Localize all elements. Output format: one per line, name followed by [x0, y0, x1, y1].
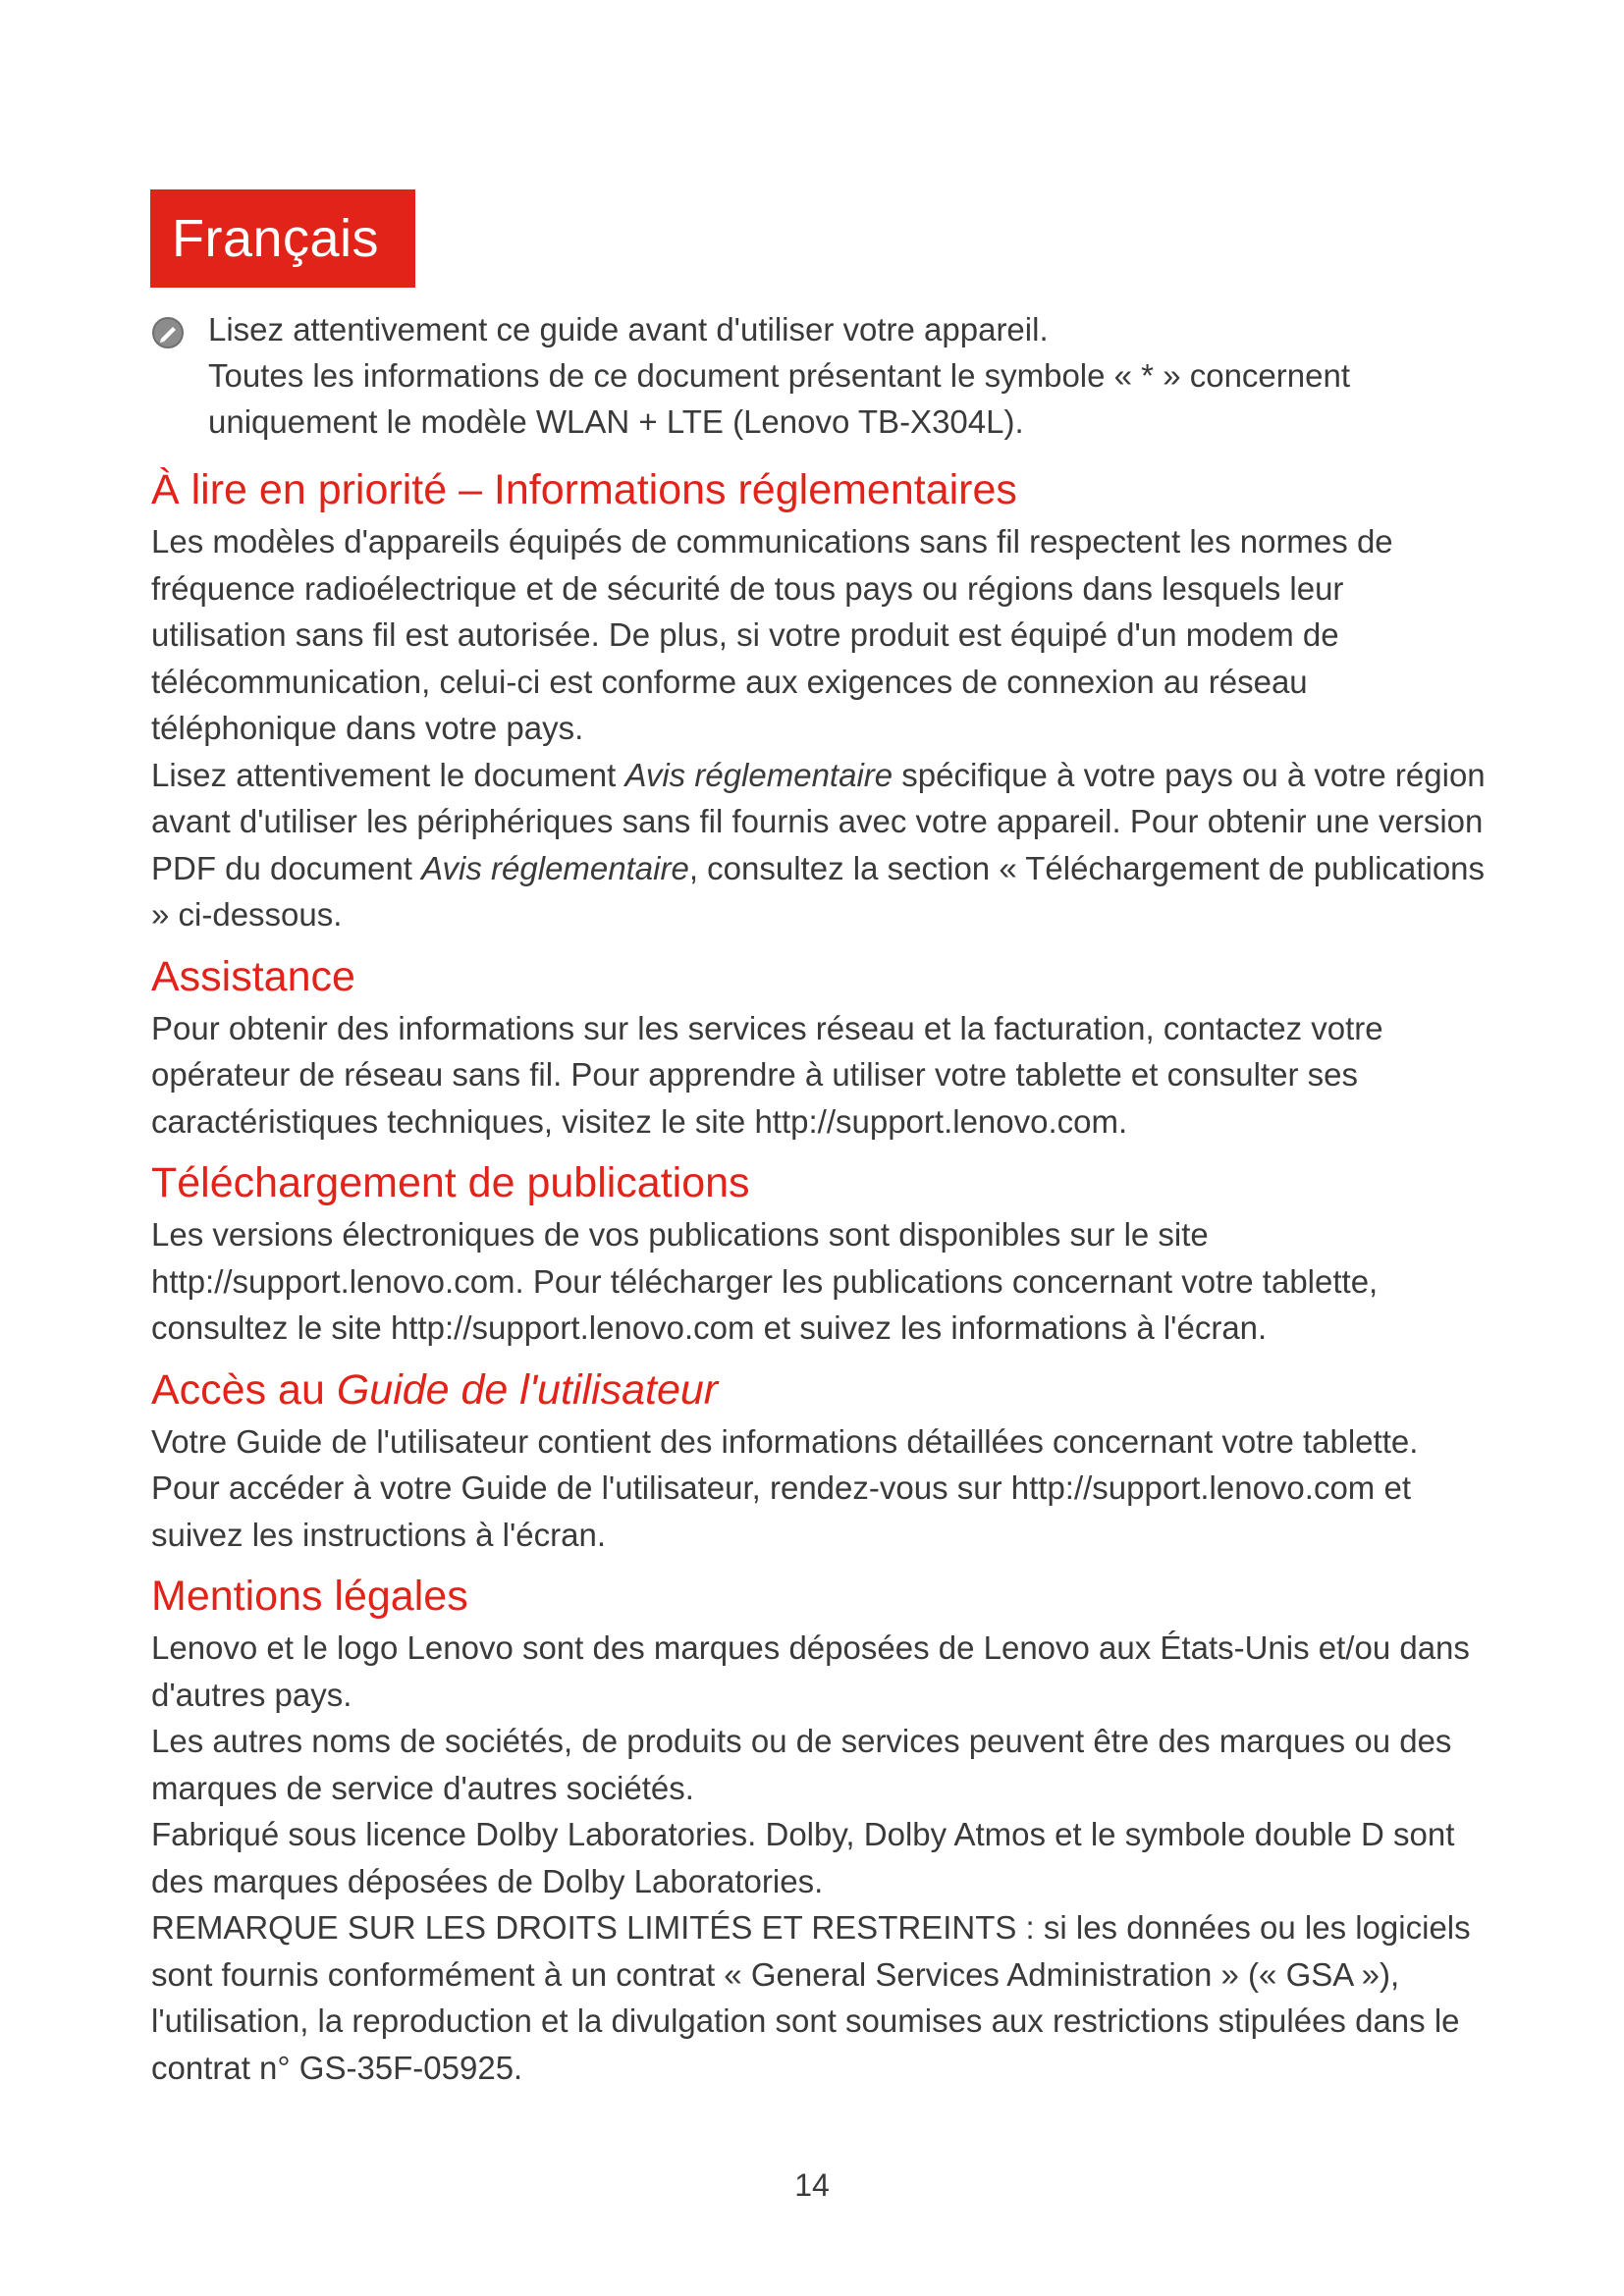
section-title-support: Assistance [151, 952, 355, 1000]
main-content [151, 461, 1487, 2101]
page-number: 14 [794, 2167, 830, 2203]
regulatory-paragraph-2 [151, 752, 1487, 938]
section-regulatory [151, 461, 1487, 938]
section-support [151, 948, 1487, 1146]
regulatory-p2-doc-name-1: Avis réglementaire [624, 756, 893, 793]
user-guide-paragraph: Votre Guide de l'utilisateur contient des informations détaillées concernant votre tablette. Pour accéder à votre Guide de l'utilisateur, rendez-vous sur http://support.lenovo.com et suivez les instructions à l'écran. [151, 1422, 1419, 1553]
section-user-guide [151, 1362, 1487, 1559]
user-guide-title-emphasis: Guide de l'utilisateur [336, 1365, 719, 1414]
regulatory-p2-doc-name-2: Avis réglementaire [421, 849, 689, 886]
legal-paragraph-4: REMARQUE SUR LES DROITS LIMITÉS ET RESTREINTS : si les données ou les logiciels sont fournis conformément à un contrat « General Services Administration » (« GSA »), l'utilisation, la reproduction et la divulgation sont soumises aux restrictions stipulées dans le contrat n° GS-35F-05925. [151, 1909, 1471, 2086]
note-icon [151, 316, 185, 349]
legal-paragraph-3: Fabriqué sous licence Dolby Laboratories. Dolby, Dolby Atmos et le symbole double D sont des marques déposées de Dolby Laboratories. [151, 1816, 1455, 1899]
note-line-3: uniquement le modèle WLAN + LTE (Lenovo TB-X304L). [208, 403, 1024, 440]
section-title-user-guide [151, 1362, 1487, 1418]
legal-paragraph-1: Lenovo et le logo Lenovo sont des marques déposées de Lenovo aux États-Unis et/ou dans d'autres pays. [151, 1629, 1470, 1713]
note-text [208, 306, 1467, 445]
regulatory-p2-part-a: Lisez attentivement le document [151, 756, 625, 793]
regulatory-p2-part-b: spécifique à votre pays ou à votre région avant d'utiliser les périphériques sans fil fournis avec votre appareil. Pour obtenir une version PDF du document [151, 756, 1486, 886]
legal-paragraph-2: Les autres noms de sociétés, de produits ou de services peuvent être des marques ou des marques de service d'autres sociétés. [151, 1723, 1452, 1806]
note-line-2: Toutes les informations de ce document présentant le symbole « * » concernent [208, 357, 1350, 394]
regulatory-p2-part-c: , consultez la section « Téléchargement de publications » ci-dessous. [151, 849, 1486, 933]
downloads-paragraph: Les versions électroniques de vos publications sont disponibles sur le site http://support.lenovo.com. Pour télécharger les publications concernant votre tablette, consultez le site http://support.lenovo.com et suivez les informations à l'écran. [151, 1216, 1379, 1346]
note-line-1: Lisez attentivement ce guide avant d'utiliser votre appareil. [208, 311, 1049, 347]
section-downloads [151, 1154, 1487, 1352]
section-title-downloads: Téléchargement de publications [151, 1159, 750, 1206]
section-title-legal: Mentions légales [151, 1573, 468, 1620]
section-title-regulatory: À lire en priorité – Informations réglementaires [151, 466, 1017, 513]
note-block [151, 306, 1467, 445]
user-guide-title-plain: Accès au [151, 1365, 337, 1414]
regulatory-paragraph-1: Les modèles d'appareils équipés de communications sans fil respectent les normes de fréquence radioélectrique et de sécurité de tous pays ou régions dans lesquels leur utilisation sans fil est autorisée. De plus, si votre produit est équipé d'un modem de télécommunication, celui-ci est conforme aux exigences de connexion au réseau téléphonique dans votre pays. [151, 523, 1393, 746]
support-paragraph: Pour obtenir des informations sur les services réseau et la facturation, contactez votre opérateur de réseau sans fil. Pour apprendre à utiliser votre tablette et consulter ses caractéristiques techniques, visitez le site http://support.lenovo.com. [151, 1009, 1383, 1140]
section-legal [151, 1568, 1487, 2091]
language-badge: Français [150, 189, 415, 288]
